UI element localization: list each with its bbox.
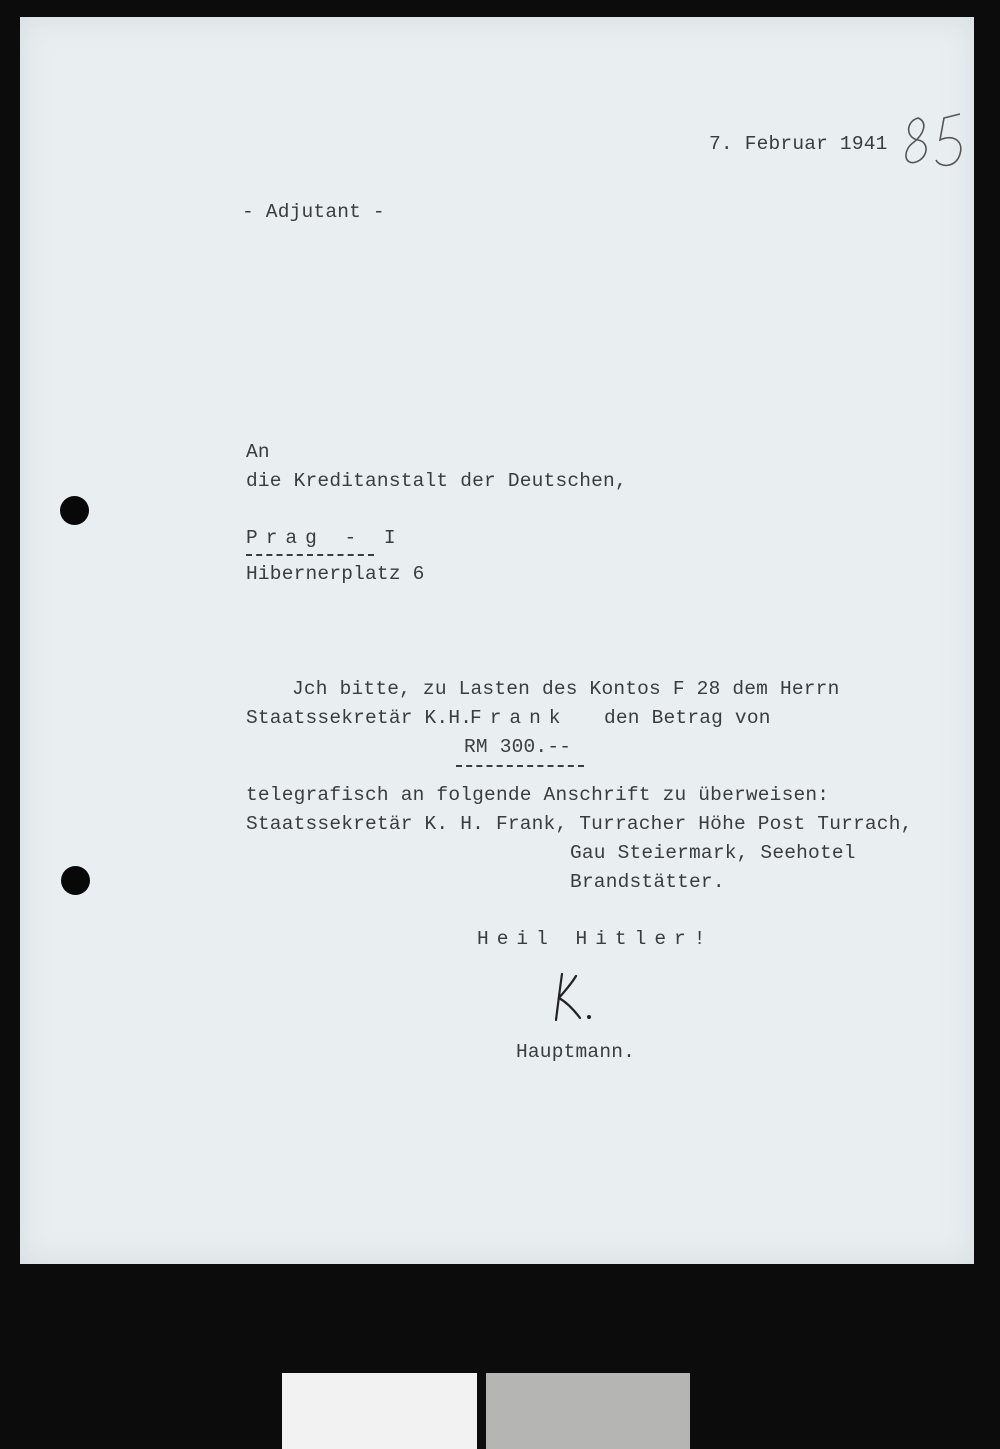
department-heading: - Adjutant -: [242, 201, 385, 223]
address-line-3: Brandstätter.: [570, 871, 725, 893]
recipient-city: Prag - I: [246, 527, 404, 549]
recipient-line-2: die Kreditanstalt der Deutschen,: [246, 470, 627, 492]
signature: [540, 968, 600, 1028]
letter-date: 7. Februar 1941: [709, 133, 888, 155]
body-line-1: Jch bitte, zu Lasten des Kontos F 28 dem Herrn: [292, 678, 840, 700]
folio-number: [900, 110, 985, 190]
recipient-line-1: An: [246, 441, 270, 463]
recipient-street: Hibernerplatz 6: [246, 563, 425, 585]
document-page: [20, 17, 974, 1264]
punch-hole-bottom: [61, 866, 90, 895]
scan-strip-gray: [486, 1373, 690, 1449]
address-line-1: Staatssekretär K. H. Frank, Turracher Höhe Post Turrach,: [246, 813, 913, 835]
body-line-2-name: Frank: [470, 707, 569, 729]
closing-salutation: Heil Hitler!: [477, 928, 714, 950]
rank-line: Hauptmann.: [516, 1041, 636, 1063]
address-line-2: Gau Steiermark, Seehotel: [570, 842, 856, 864]
scan-strip-white: [282, 1373, 477, 1449]
body-line-3: telegrafisch an folgende Anschrift zu überweisen:: [246, 784, 830, 806]
punch-hole-top: [60, 496, 89, 525]
body-line-2-suffix: den Betrag von: [604, 707, 771, 729]
payment-amount: RM 300.--: [464, 736, 572, 758]
body-line-2-prefix: Staatssekretär K.H.: [246, 707, 473, 729]
city-underline: [246, 554, 374, 556]
amount-underline: [456, 765, 584, 767]
